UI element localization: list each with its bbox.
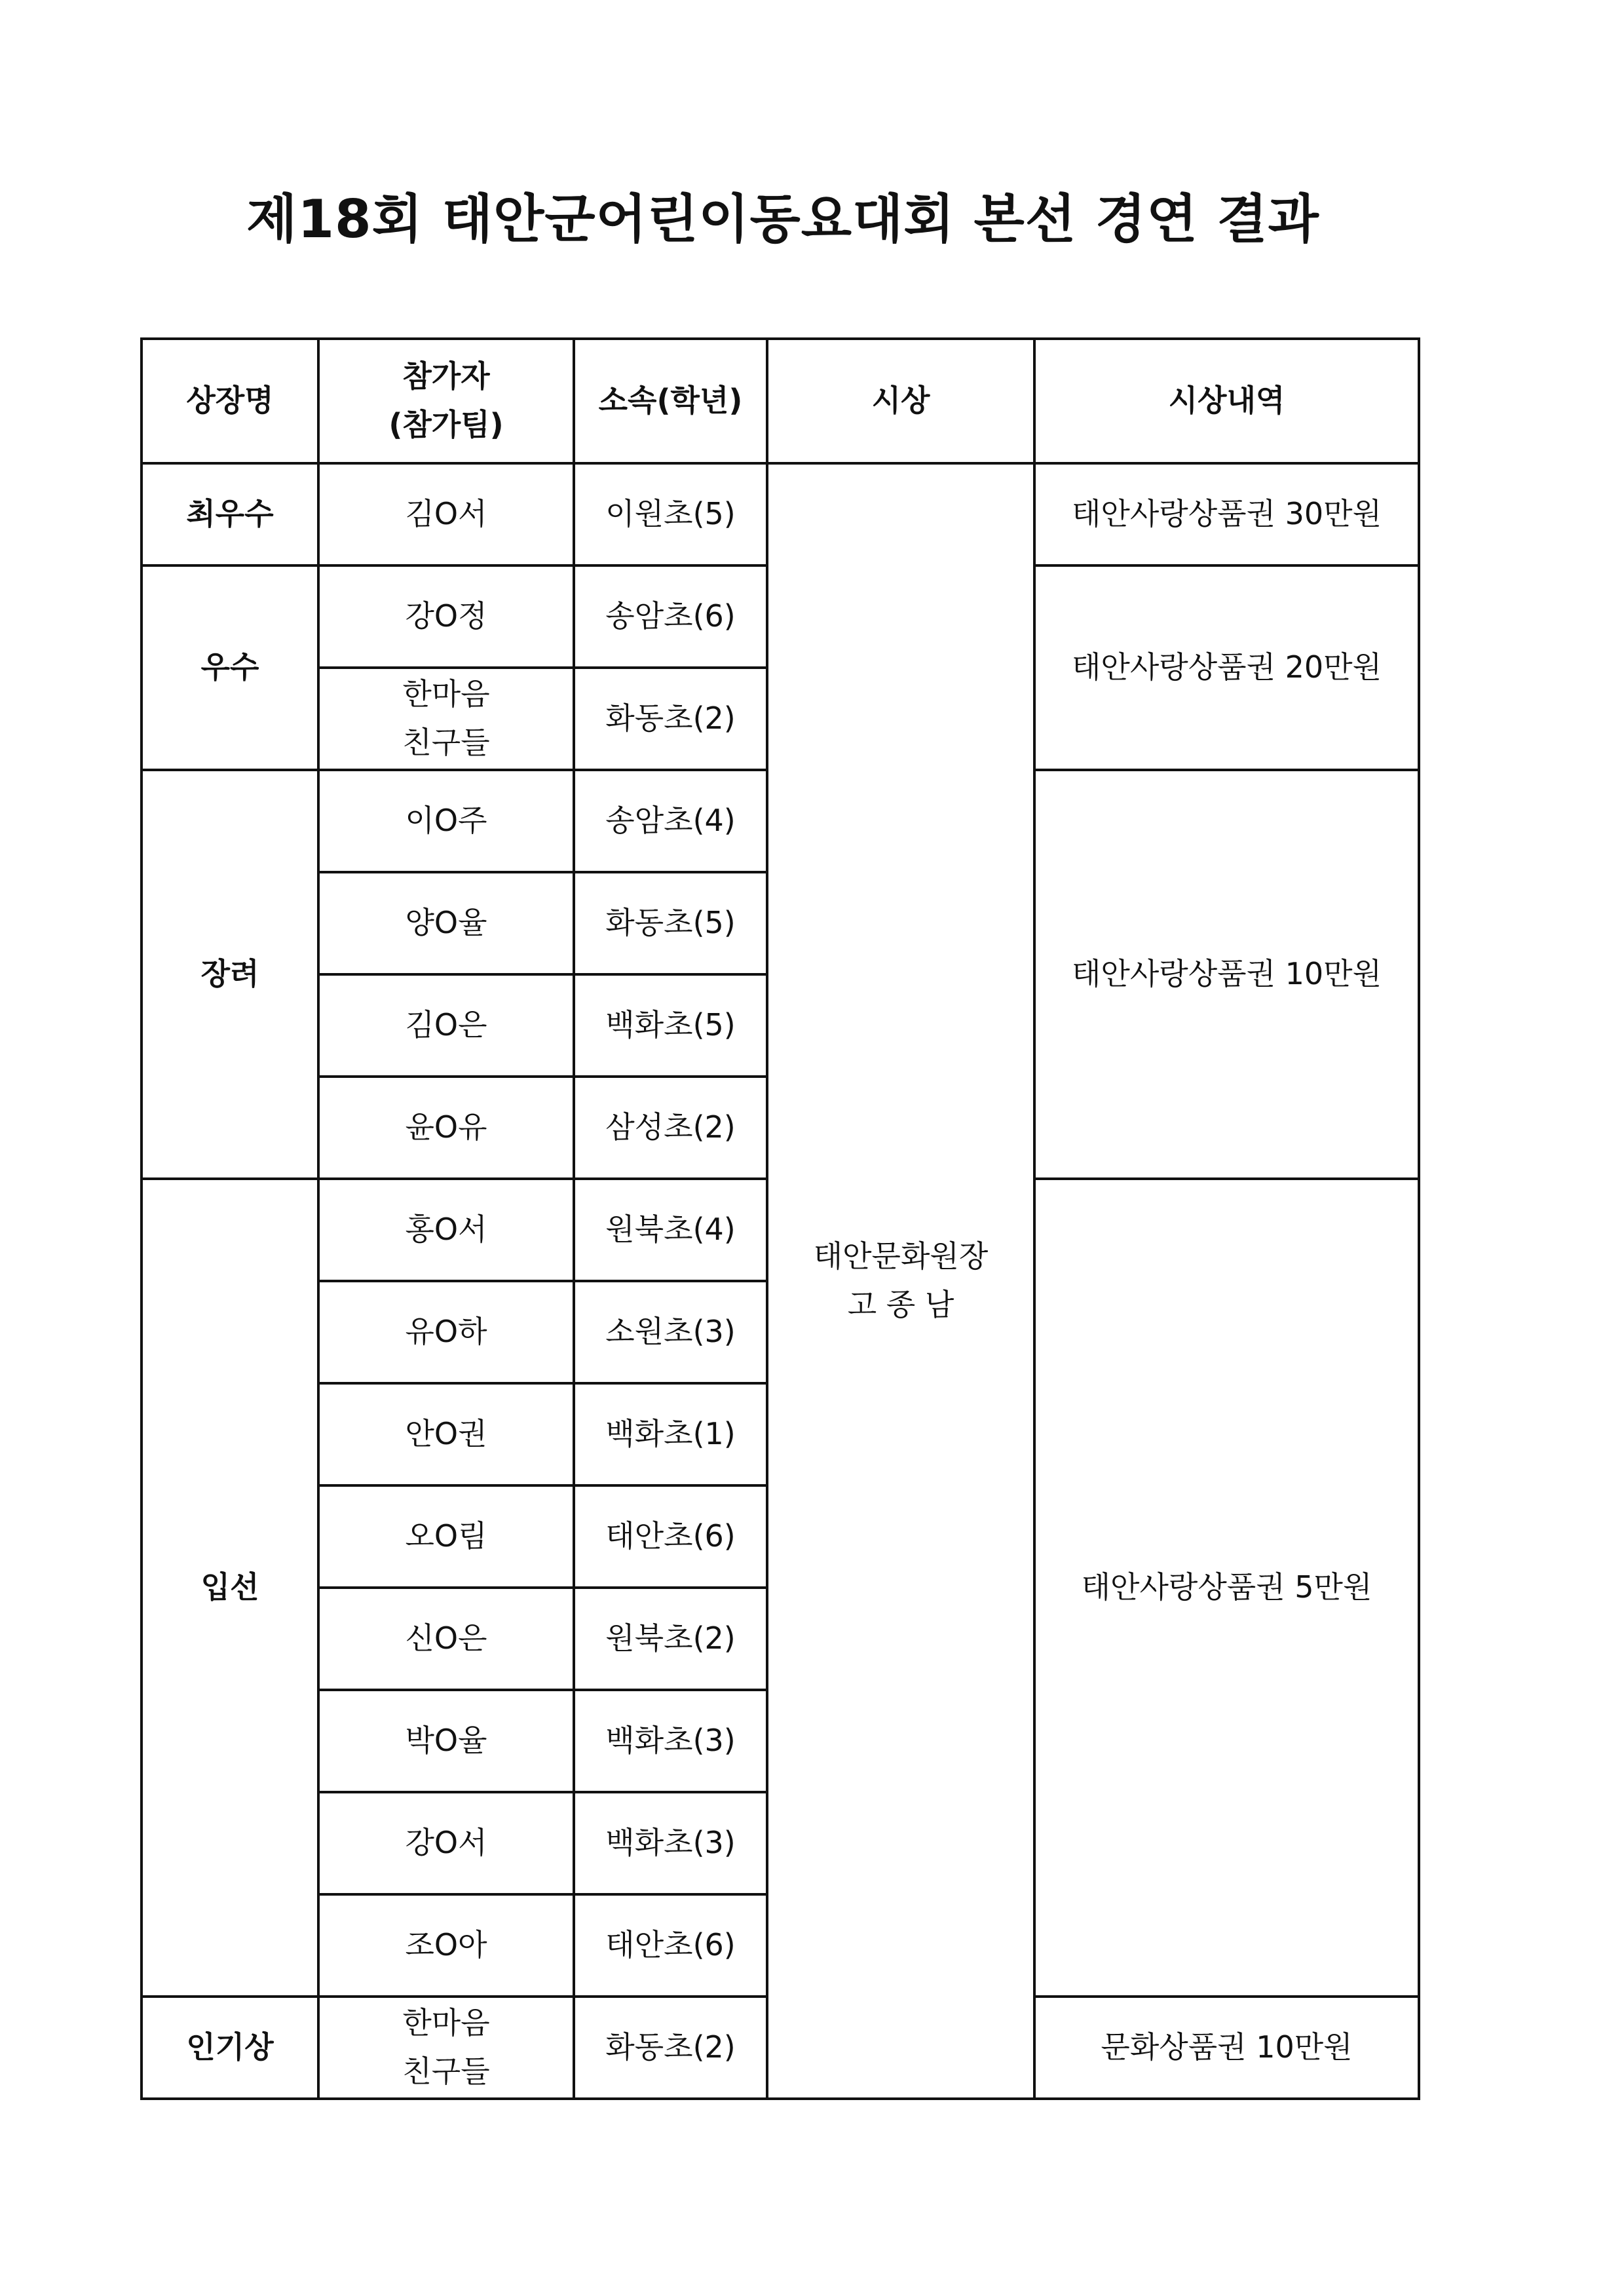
school-grade-cell: 화동초(2) bbox=[574, 1997, 767, 2099]
participant-cell bbox=[318, 1281, 574, 1383]
participant-name: 양O율 bbox=[405, 905, 487, 941]
participant-name: 강O서 bbox=[405, 1825, 487, 1861]
participant-cell bbox=[318, 1997, 574, 2099]
school-grade-cell: 화동초(2) bbox=[574, 668, 767, 770]
participant-name: 박O율 bbox=[405, 1723, 487, 1759]
prize-cell: 태안사랑상품권 5만원 bbox=[1034, 1179, 1419, 1997]
participant-cell bbox=[318, 770, 574, 872]
presenter-name: 고 종 남 bbox=[847, 1287, 954, 1322]
prize-cell: 태안사랑상품권 10만원 bbox=[1034, 770, 1419, 1179]
participant-name: 안O권 bbox=[405, 1416, 487, 1452]
results-body bbox=[142, 463, 1419, 2099]
school-grade-cell: 태안초(6) bbox=[574, 1894, 767, 1997]
participant-name: 한마음 bbox=[402, 676, 490, 712]
participant-cell bbox=[318, 1383, 574, 1485]
school-grade-cell: 이원초(5) bbox=[574, 463, 767, 565]
school-grade-cell: 소원초(3) bbox=[574, 1281, 767, 1383]
header-prize: 시상내역 bbox=[1034, 339, 1419, 463]
award-name-cell: 최우수 bbox=[142, 463, 318, 565]
table-row bbox=[142, 463, 1419, 565]
school-grade-cell: 삼성초(2) bbox=[574, 1077, 767, 1179]
award-name-cell: 장려 bbox=[142, 770, 318, 1179]
school-grade-cell: 백화초(1) bbox=[574, 1383, 767, 1485]
school-grade-cell: 태안초(6) bbox=[574, 1485, 767, 1588]
participant-cell bbox=[318, 1792, 574, 1894]
participant-cell bbox=[318, 463, 574, 565]
participant-cell bbox=[318, 1588, 574, 1690]
header-row bbox=[142, 339, 1419, 463]
award-name-cell: 우수 bbox=[142, 565, 318, 770]
page-title: 제18회 태안군어린이동요대회 본선 경연 결과 bbox=[246, 189, 1319, 250]
participant-name: 한마음 bbox=[402, 2005, 490, 2041]
participant-name: 강O정 bbox=[405, 598, 487, 634]
school-grade-cell: 송암초(6) bbox=[574, 565, 767, 668]
school-grade-cell: 백화초(3) bbox=[574, 1792, 767, 1894]
award-name-cell: 인기상 bbox=[142, 1997, 318, 2099]
prize-cell: 태안사랑상품권 20만원 bbox=[1034, 565, 1419, 770]
participant-name: 김O은 bbox=[405, 1007, 487, 1043]
school-grade-cell: 송암초(4) bbox=[574, 770, 767, 872]
award-name-cell: 입선 bbox=[142, 1179, 318, 1997]
header-presenter: 시상 bbox=[767, 339, 1034, 463]
participant-cell bbox=[318, 1179, 574, 1281]
header-participant-line1: 참가자 bbox=[402, 358, 490, 394]
participant-cell bbox=[318, 1894, 574, 1997]
school-grade-cell: 원북초(2) bbox=[574, 1588, 767, 1690]
participant-cell bbox=[318, 1077, 574, 1179]
header-participant bbox=[318, 339, 574, 463]
header-participant-line2: (참가팀) bbox=[388, 407, 504, 442]
participant-name: 조O아 bbox=[405, 1927, 487, 1963]
participant-name-line2: 친구들 bbox=[402, 725, 490, 760]
results-table bbox=[140, 337, 1420, 2100]
participant-cell bbox=[318, 1485, 574, 1588]
participant-name: 오O림 bbox=[405, 1518, 487, 1554]
participant-name: 김O서 bbox=[405, 496, 487, 532]
school-grade-cell: 백화초(5) bbox=[574, 974, 767, 1077]
participant-cell bbox=[318, 1690, 574, 1792]
participant-name: 홍O서 bbox=[405, 1212, 487, 1248]
participant-name: 신O은 bbox=[405, 1620, 487, 1656]
participant-name: 유O하 bbox=[405, 1314, 487, 1350]
participant-name: 이O주 bbox=[405, 803, 487, 839]
participant-cell bbox=[318, 872, 574, 974]
participant-cell bbox=[318, 974, 574, 1077]
presenter-cell bbox=[767, 463, 1034, 2099]
presenter-title: 태안문화원장 bbox=[813, 1238, 989, 1274]
participant-cell bbox=[318, 565, 574, 668]
participant-cell bbox=[318, 668, 574, 770]
participant-name: 윤O유 bbox=[405, 1109, 487, 1145]
school-grade-cell: 원북초(4) bbox=[574, 1179, 767, 1281]
school-grade-cell: 백화초(3) bbox=[574, 1690, 767, 1792]
header-school: 소속(학년) bbox=[574, 339, 767, 463]
participant-name-line2: 친구들 bbox=[402, 2054, 490, 2089]
school-grade-cell: 화동초(5) bbox=[574, 872, 767, 974]
prize-cell: 태안사랑상품권 30만원 bbox=[1034, 463, 1419, 565]
header-award: 상장명 bbox=[142, 339, 318, 463]
prize-cell: 문화상품권 10만원 bbox=[1034, 1997, 1419, 2099]
